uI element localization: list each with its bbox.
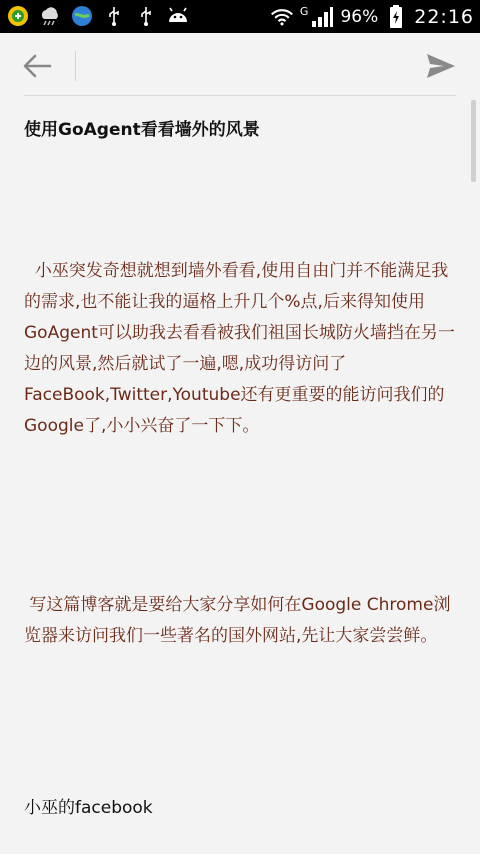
usb-icon: [134, 4, 158, 28]
section-heading: 小巫的facebook: [24, 798, 153, 818]
clock: 22:16: [414, 5, 474, 28]
post-title: 使用GoAgent看看墙外的风景: [24, 120, 260, 140]
status-bar: [0, 0, 480, 33]
signal-icon: [310, 5, 334, 29]
post-content[interactable]: [0, 96, 480, 854]
android-icon: [166, 4, 190, 28]
browser-icon: [70, 4, 94, 28]
send-button[interactable]: [424, 50, 458, 82]
scrollbar[interactable]: [471, 100, 476, 182]
back-button[interactable]: [18, 51, 56, 81]
weather-icon: [38, 4, 62, 28]
post-paragraph: 小巫突发奇想就想到墙外看看,使用自由门并不能满足我的需求,也不能让我的逼格上升几个%点,后来得知使用GoAgent可以助我去看看被我们祖国长城防火墙挡在另一边的风景,然后就试了一遍,嗯,成功得访问了FaceBook,Twitter,Youtube还有更重要的能访问我们的Google了,小小兴奋了一下下。: [24, 261, 455, 436]
arrow-left-icon: [18, 51, 56, 81]
battery-percentage: 96%: [340, 6, 379, 27]
app-icon: [6, 4, 30, 28]
post-paragraph: 写这篇博客就是要给大家分享如何在Google Chrome浏览器来访问我们一些著名的国外网站,先让大家尝尝鲜。: [24, 595, 451, 646]
app-bar: [0, 33, 480, 97]
send-icon: [424, 50, 458, 82]
divider: [75, 51, 76, 81]
usb-icon: [102, 4, 126, 28]
wifi-icon: [270, 5, 294, 29]
network-type: G: [299, 5, 309, 18]
battery-charging-icon: [384, 5, 408, 29]
